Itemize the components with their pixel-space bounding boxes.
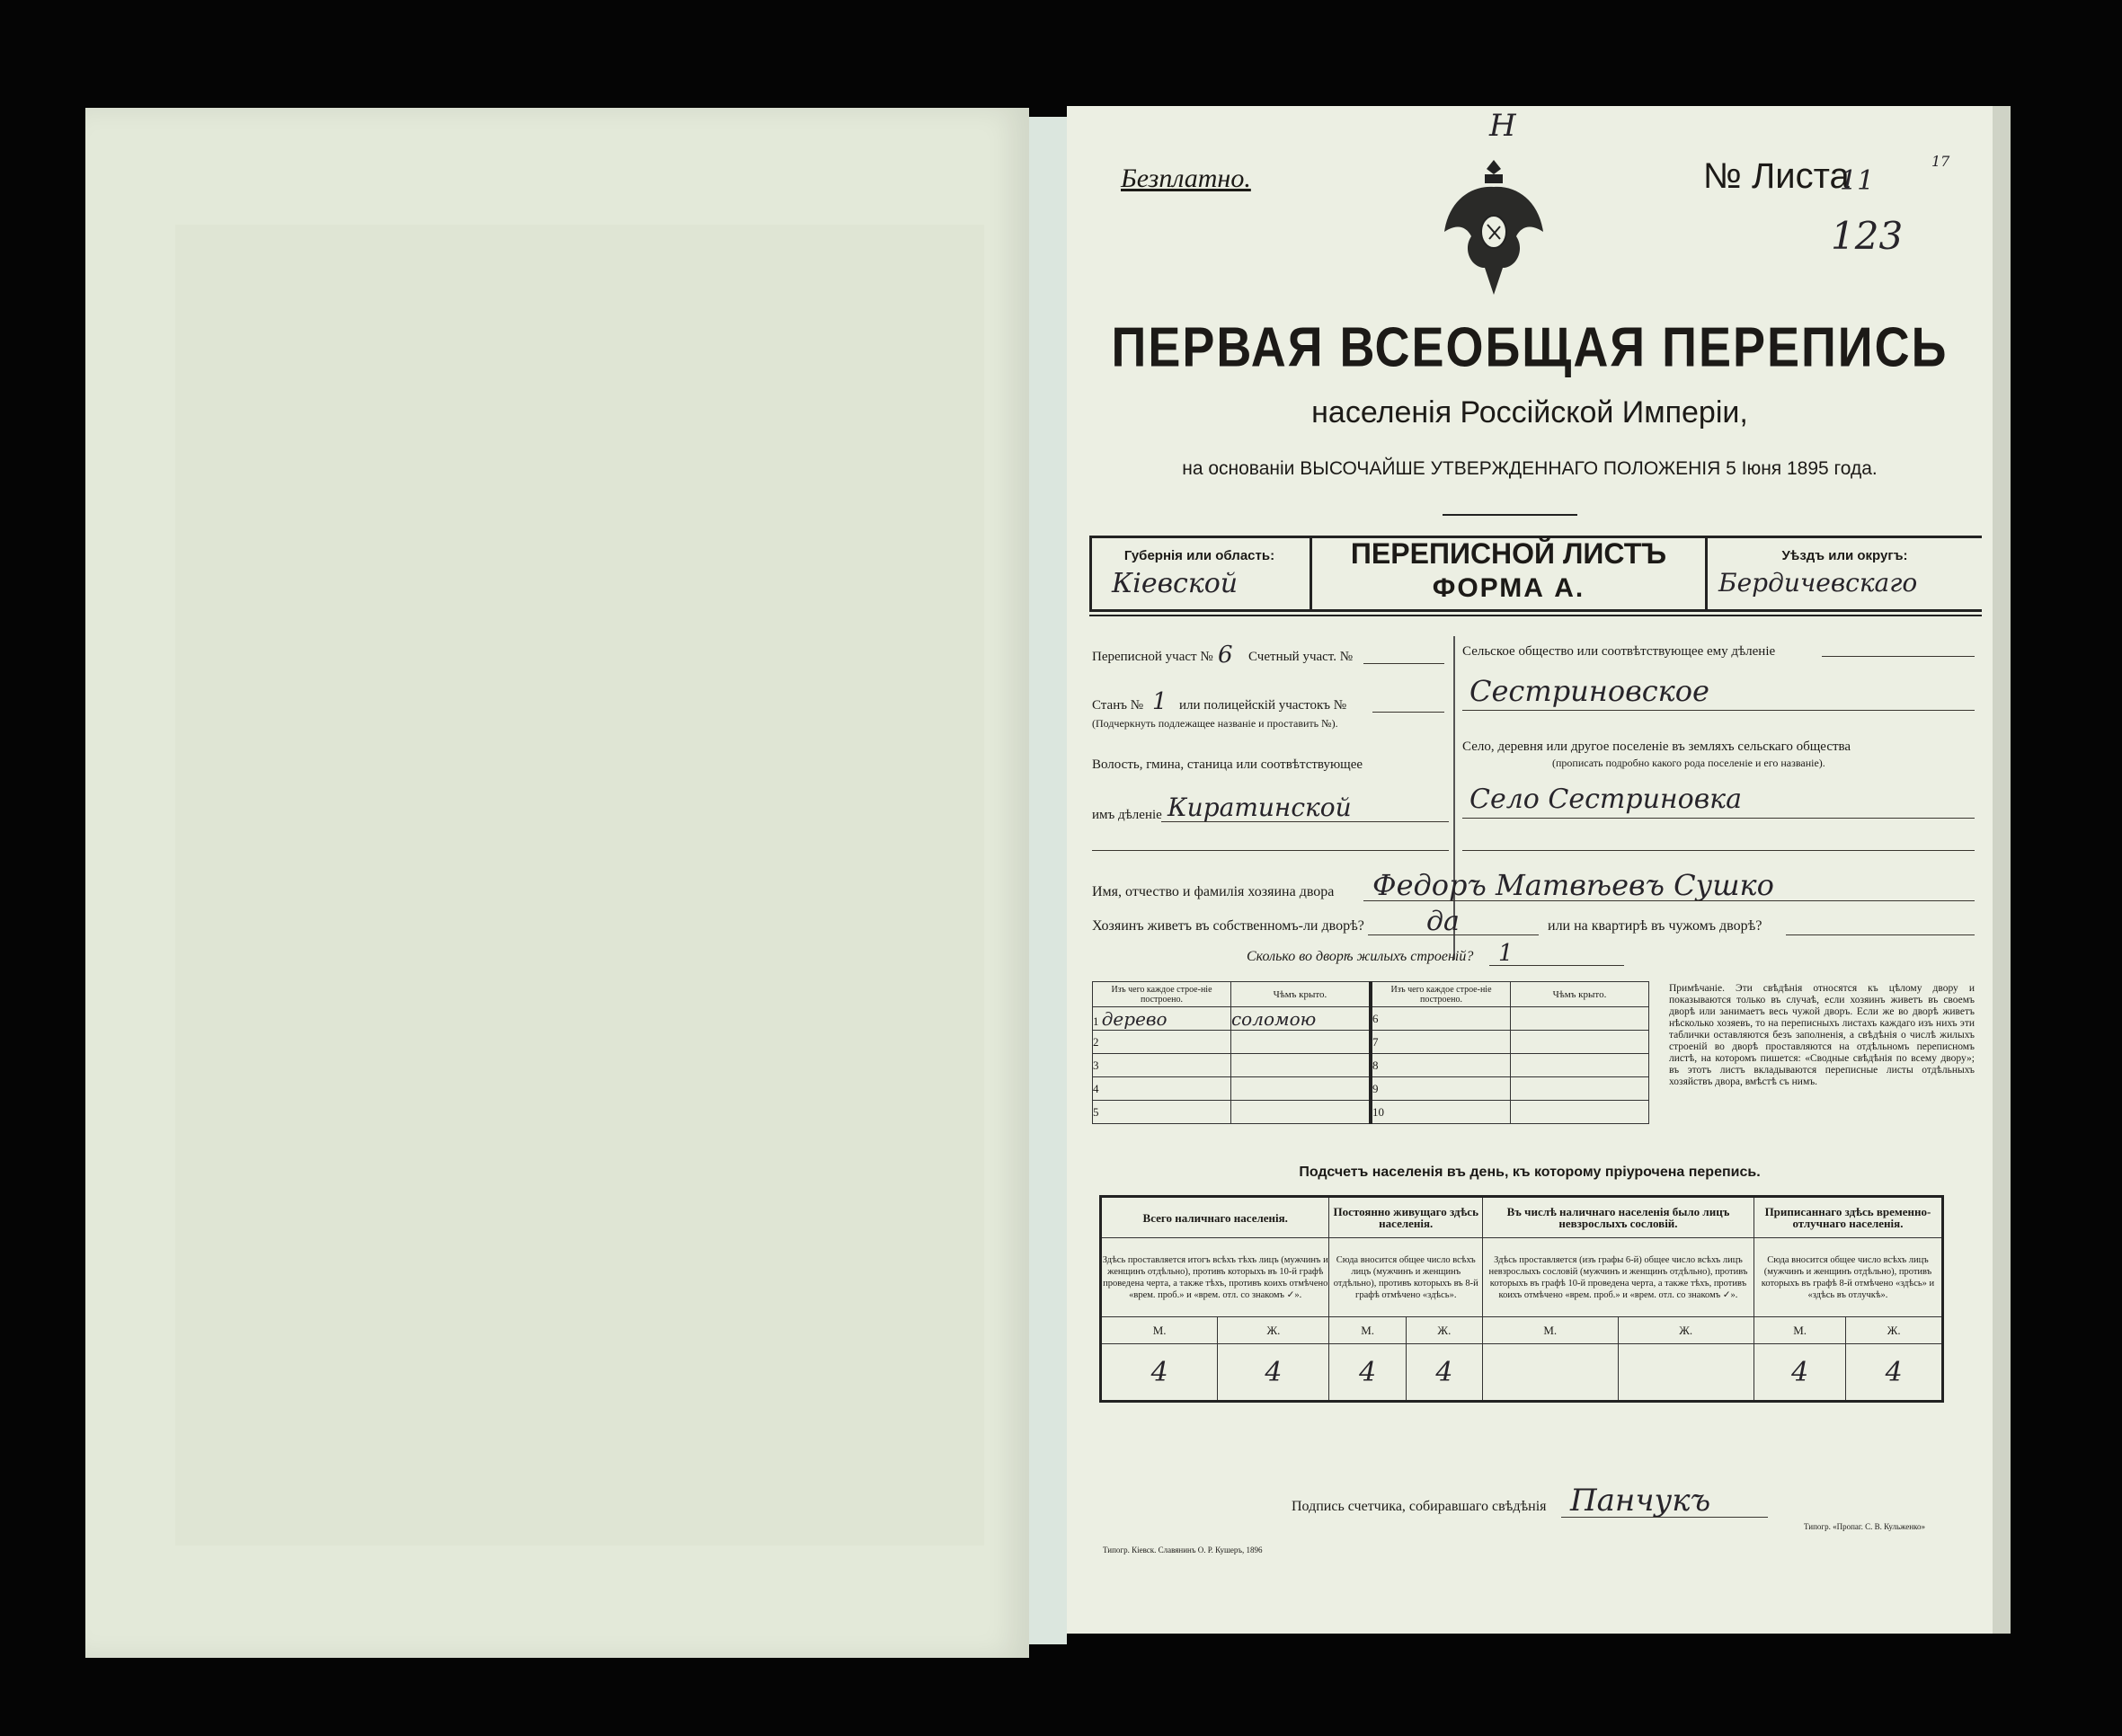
roof-value: соломою [1230,1007,1371,1031]
volost-label: Волость, гмина, станица или соотвѣтствующее [1092,757,1363,772]
summary-col-desc: Сюда вносится общее число всѣхъ лицъ (мужчинъ и женщинъ отдѣльно), противъ которыхъ въ 8-й графѣ отмѣчено «здѣсь». [1329,1238,1483,1317]
owner-rent-label: или на квартирѣ въ чужомъ дворѣ? [1548,918,1762,934]
buildings-table [1092,981,1649,1124]
guberniya-label: Губернія или область: [1123,548,1275,563]
buildings-count-label: Сколько во дворѣ жилыхъ строеній? [1247,949,1474,964]
owner-lives-value: да [1426,906,1460,937]
building-row: 1 дерево соломою 6 [1093,1007,1649,1031]
building-row: 2 7 [1093,1031,1649,1054]
owner-name-label: Имя, отчество и фамилія хозяина двора [1092,884,1335,899]
left-page-faded-area [175,225,984,1546]
division-label: имъ дѣленіе [1092,808,1162,822]
uezd-label: Уѣздъ или округъ: [1781,548,1908,563]
owner-lives-label: Хозяинъ живетъ въ собственномъ-ли дворѣ? [1092,918,1364,934]
female-count: 4 [1406,1344,1482,1402]
society-value: Сестриновское [1469,674,1709,708]
female-label: Ж. [1618,1317,1754,1344]
stan-value: 1 [1152,688,1168,715]
book-spine [1029,117,1067,1644]
building-row: 5 10 [1093,1101,1649,1124]
police-label: или полицейскій участокъ № [1179,698,1347,713]
sheet-number-hand: 11 [1840,165,1875,197]
buildings-count-value: 1 [1498,940,1514,967]
top-mark: Н [1489,108,1516,144]
count-area-label: Счетный участ. № [1248,650,1354,664]
census-area-label: Переписной участ № [1092,650,1213,664]
summary-heading: Подсчетъ населенія въ день, къ которому пріурочена перепись. [1299,1165,1761,1180]
female-label: Ж. [1846,1317,1943,1344]
male-count: 4 [1754,1344,1845,1402]
sheet-number-corner: 17 [1931,153,1950,170]
summary-col-title: Постоянно живущаго здѣсь населенія. [1329,1197,1483,1238]
census-area-value: 6 [1218,642,1233,669]
female-label: Ж. [1218,1317,1329,1344]
material-header-2: Изъ чего каждое строе-ніе построено. [1371,982,1511,1007]
male-count: 4 [1329,1344,1406,1402]
female-label: Ж. [1406,1317,1482,1344]
form-subtitle: населенія Россійской Имперіи, [1311,395,1748,430]
left-blank-page [85,108,1029,1658]
village-value: Село Сестриновка [1469,784,1742,815]
roof-header-2: Чѣмъ крыто. [1510,982,1648,1007]
summary-col-title: Всего наличнаго населенія. [1101,1197,1329,1238]
form-name: ФОРМА А. [1432,573,1585,603]
population-summary-table [1099,1195,1944,1403]
form-basis: на основаніи ВЫСОЧАЙШЕ УТВЕРЖДЕННАГО ПОЛОЖЕНІЯ 5 Іюня 1895 года. [1182,458,1878,479]
male-label: М. [1754,1317,1845,1344]
decorative-divider [1443,514,1577,516]
society-label: Сельское общество или соотвѣтствующее ему дѣленіе [1462,644,1776,659]
page-edge [1993,106,2011,1634]
guberniya-value: Кіевской [1112,568,1239,599]
uezd-value: Бердичевскаго [1718,568,1918,598]
female-count [1618,1344,1754,1402]
census-form-page [1067,106,1993,1634]
building-row: 3 8 [1093,1054,1649,1077]
imperial-eagle-emblem [1435,151,1552,304]
village-hint: (прописать подробно какого рода поселеніе и его названіе). [1552,757,1825,769]
summary-col-title: Приписаннаго здѣсь временно-отлучнаго населенія. [1754,1197,1942,1238]
male-label: М. [1483,1317,1619,1344]
printer-right: Типогр. «Пропаг. С. В. Кульженко» [1804,1522,1925,1531]
roof-header: Чѣмъ крыто. [1230,982,1371,1007]
village-label: Село, деревня или другое поселеніе въ земляхъ сельскаго общества [1462,740,1851,754]
male-count [1483,1344,1619,1402]
sheet-title: ПЕРЕПИСНОЙ ЛИСТЪ [1350,537,1667,570]
free-label: Безплатно. [1121,164,1251,193]
male-label: М. [1329,1317,1406,1344]
underline-hint: (Подчеркнуть подлежащее названіе и проставить №). [1092,717,1338,730]
summary-col-title: Въ числѣ наличнаго населенія было лицъ невзрослыхъ сословій. [1483,1197,1754,1238]
form-title: ПЕРВАЯ ВСЕОБЩАЯ ПЕРЕПИСЬ [1111,316,1949,379]
summary-col-desc: Здѣсь проставляется итогъ всѣхъ тѣхъ лицъ (мужчинъ и женщинъ отдѣльно), противъ которыхъ въ 10-й графѣ проведена черта, а также тѣхъ, противъ коихъ отмѣчено «врем. проб.» и «врем. отл. со знакомъ ✓». [1101,1238,1329,1317]
owner-name-value: Федоръ Матвѣевъ Сушко [1372,868,1774,902]
signature-value: Панчукъ [1570,1483,1711,1519]
material-header: Изъ чего каждое строе-ніе построено. [1093,982,1231,1007]
male-count: 4 [1101,1344,1218,1402]
summary-col-desc: Здѣсь проставляется (изъ графы 6-й) общее число всѣхъ лицъ невзрослыхъ сословій (мужчинъ и женщинъ отдѣльно), противъ которыхъ въ графѣ 10-й проведена черта, а также тѣхъ, противъ коихъ отмѣчено «врем. проб.» и «врем. отл. со знакомъ ✓». [1483,1238,1754,1317]
sheet-number-big: 123 [1831,214,1904,258]
female-count: 4 [1218,1344,1329,1402]
stan-label: Станъ № [1092,698,1144,713]
material-value: дерево [1101,1007,1168,1030]
note-text: Примѣчаніе. Эти свѣдѣнія относятся къ цѣлому двору и показываются только въ случаѣ, если хозяинъ живетъ въ своемъ дворѣ или занимаетъ весь чужой дворъ. Если же во дворѣ живетъ нѣсколько хозяевъ, то на переписныхъ листахъ каждаго изъ нихъ эти таблички оставляются безъ заполненія, а свѣдѣнія о числѣ жилыхъ строеній во дворѣ проставляются на отдѣльномъ переписномъ листѣ, на которомъ пишется: «Сводные свѣдѣнія по всему двору»; въ этотъ листъ вкладываются переписные листы отдѣльныхъ хозяйствъ двора, вмѣстѣ съ нимъ. [1669,983,1975,1087]
building-row: 4 9 [1093,1077,1649,1101]
male-label: М. [1101,1317,1218,1344]
volost-value: Киратинской [1168,793,1352,822]
printer-left: Типогр. Кіевск. Славянинъ О. Р. Кушеръ, 1896 [1103,1546,1263,1554]
signature-label: Подпись счетчика, собиравшаго свѣдѣнія [1292,1499,1547,1514]
female-count: 4 [1846,1344,1943,1402]
sheet-number-label: № Листа [1703,156,1850,196]
summary-col-desc: Сюда вносится общее число всѣхъ лицъ (мужчинъ и женщинъ отдѣльно), противъ которыхъ въ графѣ 8-й отмѣчено «здѣсь» и «здѣсь въ отлучкѣ». [1754,1238,1942,1317]
